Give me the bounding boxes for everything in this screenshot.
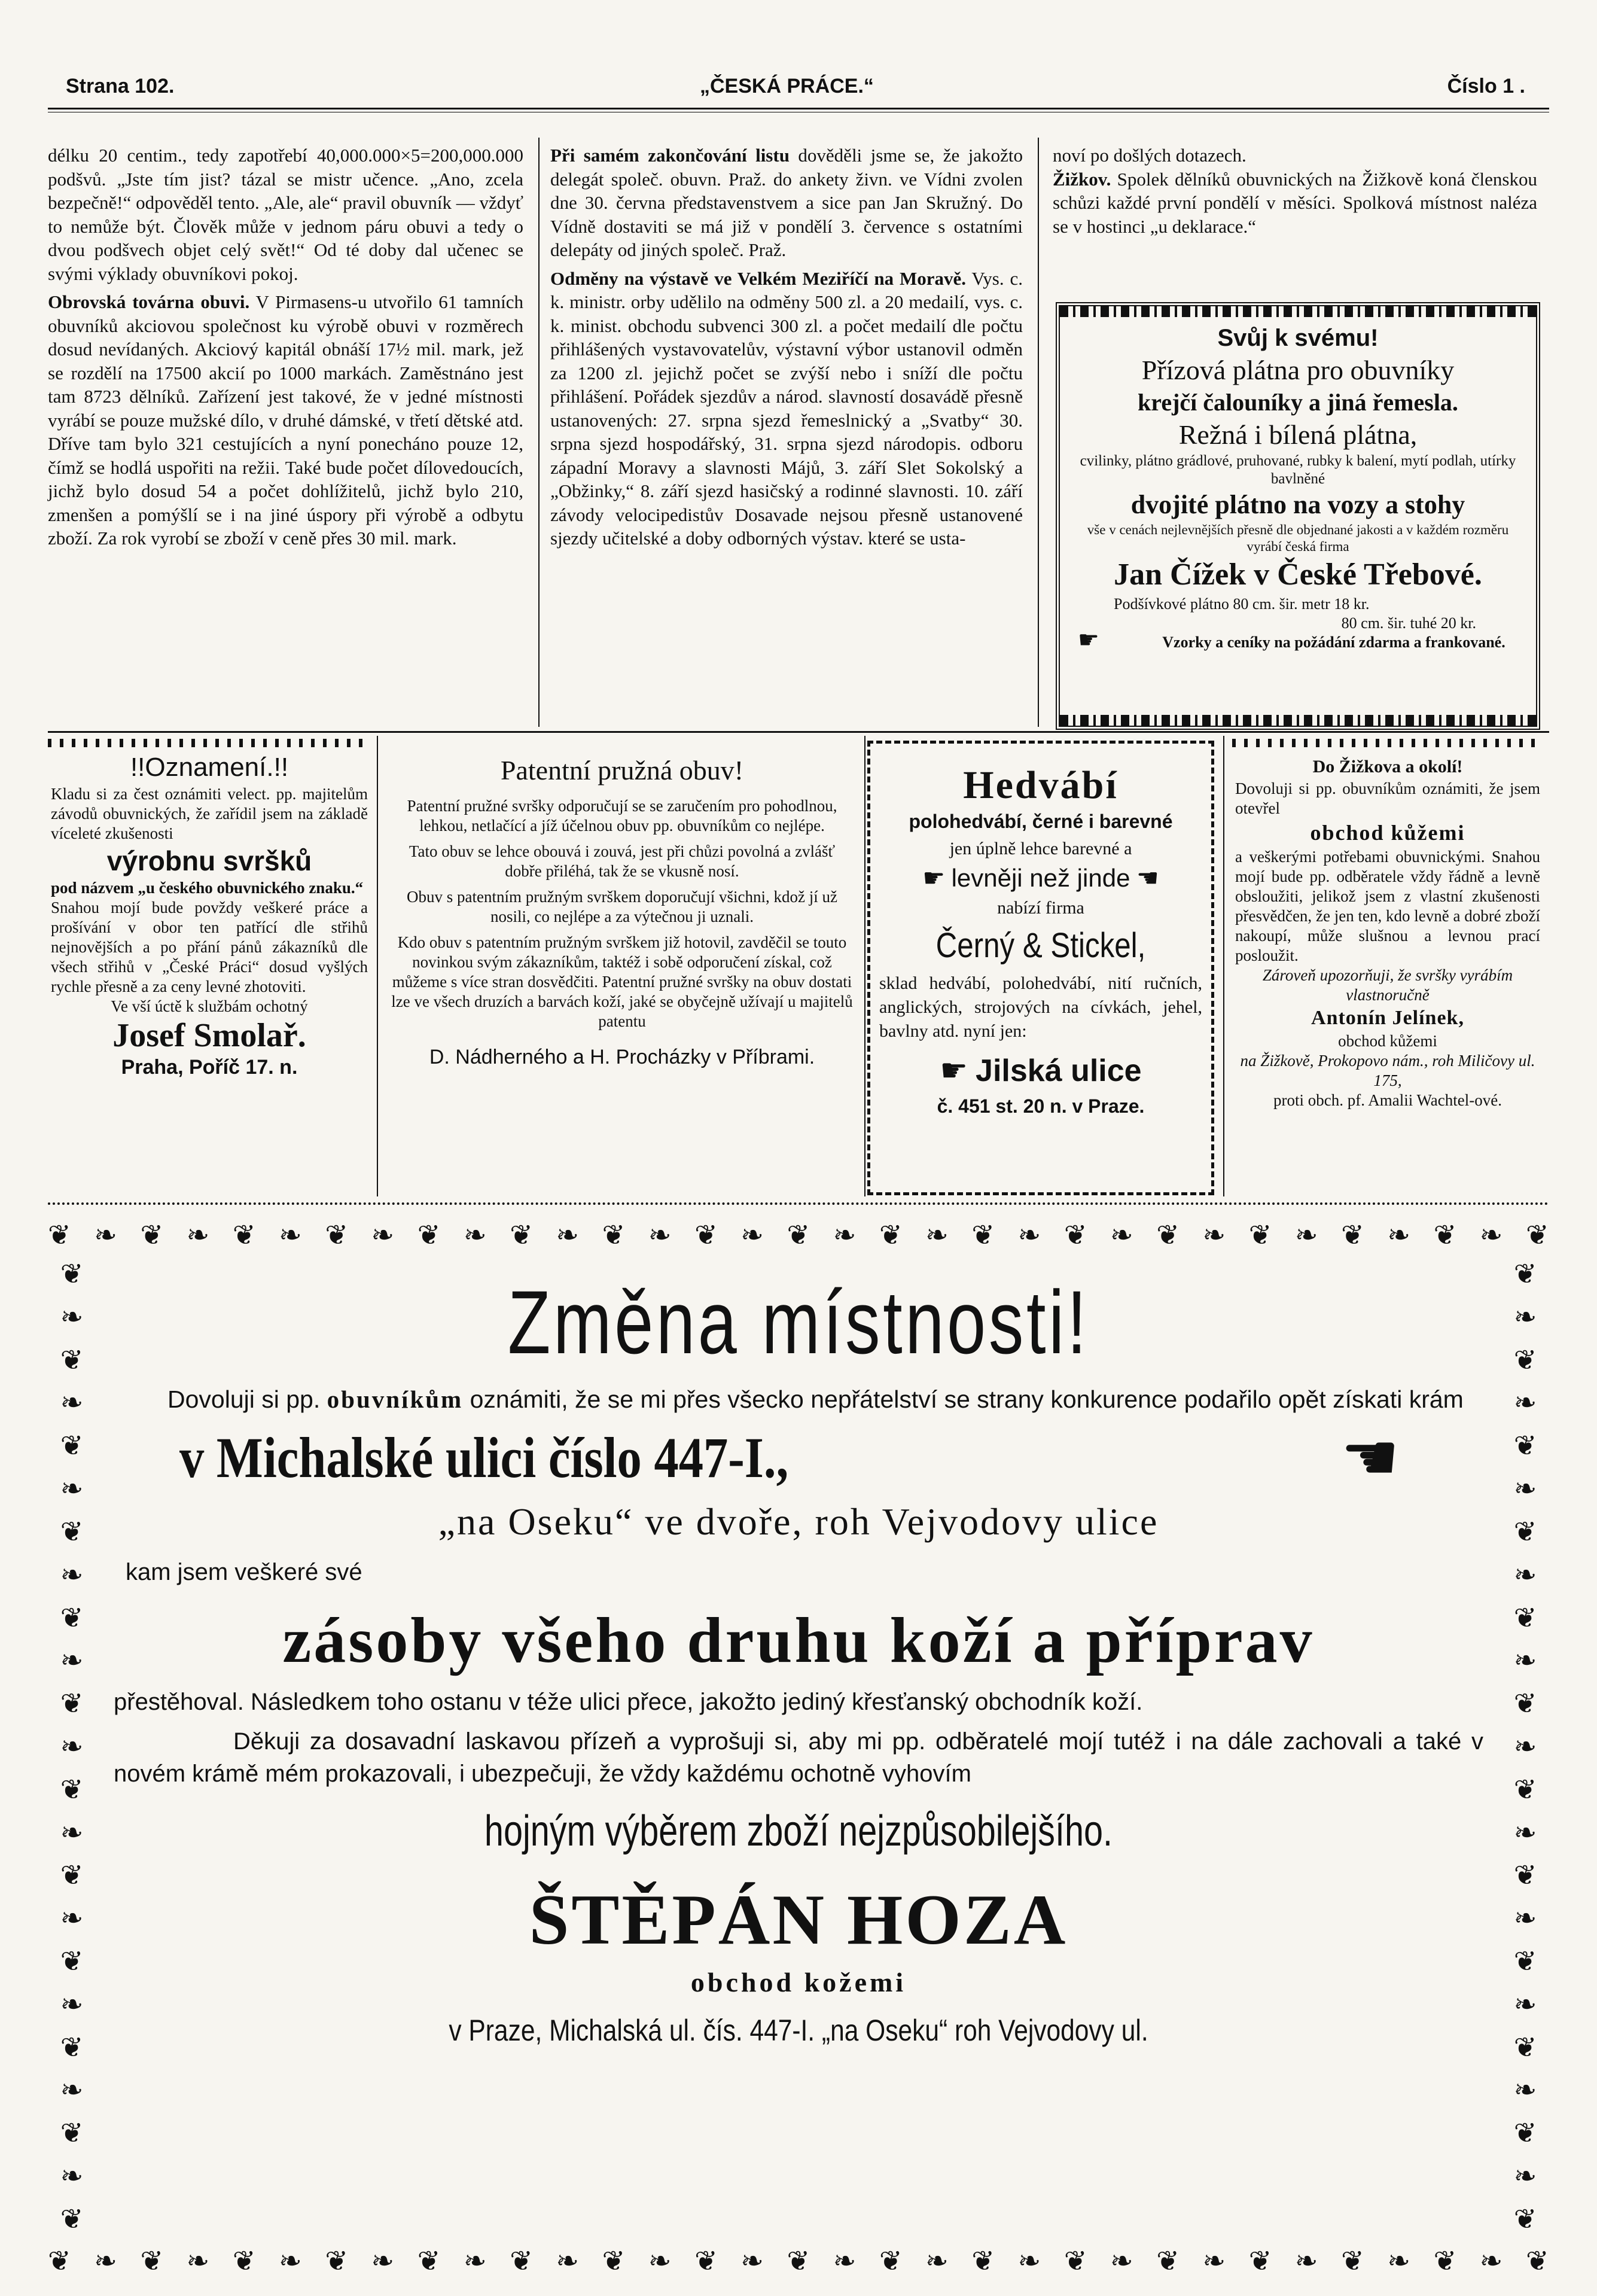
floral-ornament-icon: ❧ [1513,1903,1537,1934]
floral-ornament-icon: ❦ [60,1774,84,1805]
ad-hedvabi-line: polohedvábí, černé i barevné [909,811,1173,832]
headline-zizkov: Žižkov. [1053,168,1111,190]
floral-ornament-icon: ❧ [60,1903,84,1934]
ornament-border-bottom [48,2243,1549,2279]
ad-hoza [48,1202,1549,2285]
floral-ornament-icon: ❦ [971,2246,995,2276]
floral-ornament-icon: ❧ [463,1220,487,1250]
floral-ornament-icon: ❧ [279,1220,302,1250]
ad-cizek-line: dvojité plátno na vozy a stohy [1130,490,1465,519]
floral-ornament-icon: ❦ [1513,1860,1537,1891]
ad-hedvabi-street: Jilská ulice [976,1053,1142,1088]
floral-ornament-icon: ❦ [510,2246,533,2276]
ad-cizek-motto: Svůj k svému! [1217,325,1379,351]
ad-cizek-line: Režná i bílená plátna, [1178,419,1418,450]
floral-ornament-icon: ❧ [1202,1220,1226,1250]
floral-ornament-icon: ❦ [325,1220,348,1250]
ad-cizek-price: 80 cm. šir. tuhé 20 kr. [1341,614,1476,632]
column-divider [377,736,378,1196]
ad-cizek [1056,302,1540,730]
header-rule [48,108,1549,109]
floral-ornament-icon: ❦ [1156,2246,1180,2276]
floral-ornament-icon: ❦ [60,2118,84,2149]
floral-ornament-icon: ❧ [740,1220,764,1250]
ornament-border-right [1507,1256,1543,2237]
floral-ornament-icon: ❦ [60,1946,84,1977]
floral-ornament-icon: ❧ [1513,2161,1537,2192]
floral-ornament-icon: ❦ [60,1430,84,1461]
ad-hedvabi-address: č. 451 st. 20 n. v Praze. [937,1095,1145,1117]
floral-ornament-icon: ❦ [787,1220,810,1250]
floral-ornament-icon: ❧ [648,2246,672,2276]
ad-patent-signature: D. Nádherného a H. Procházky v Příbrami. [429,1046,815,1068]
ad-hoza-address: v Michalské ulici číslo 447-I., [179,1426,789,1490]
floral-ornament-icon: ❧ [1513,1473,1537,1505]
ad-cizek-samples: Vzorky a ceníky na požádání zdarma a frankované. [1162,634,1505,651]
floral-ornament-icon: ❦ [1513,2032,1537,2063]
ad-cizek-price: Podšívkové plátno 80 cm. šir. metr 18 kr. [1114,595,1370,613]
column-3 [1053,144,1537,238]
floral-ornament-icon: ❦ [417,1220,441,1250]
ornament-border-left [54,1256,90,2237]
floral-ornament-icon: ❧ [1017,1220,1041,1250]
floral-ornament-icon: ❧ [1202,2246,1226,2276]
ad-hoza-title: Změna místnosti! [507,1272,1090,1372]
ad-jelinek-text: na Žižkově, Prokopovo nám., roh Miličovy ul. 175, [1240,1052,1535,1089]
page-number: Strana 102. [66,75,175,98]
ad-hoza-text-bold: obuvníkům [327,1385,464,1413]
ad-patent-title: Patentní pružná obuv! [500,755,744,785]
floral-ornament-icon: ❦ [60,2032,84,2063]
ad-hedvabi [867,741,1214,1195]
floral-ornament-icon: ❦ [60,1516,84,1547]
floral-ornament-icon: ❧ [833,2246,857,2276]
ad-jelinek-text: obchod kůžemi [1338,1032,1437,1050]
floral-ornament-icon: ❦ [1341,2246,1364,2276]
ad-cizek-line: krejčí čalouníky a jiná řemesla. [1138,389,1458,416]
floral-ornament-icon: ❦ [60,1860,84,1891]
floral-ornament-icon: ❦ [1513,2118,1537,2149]
pointing-hand-icon: ☛ [940,1054,968,1088]
floral-ornament-icon: ❦ [510,1220,533,1250]
floral-ornament-icon: ❦ [1513,1344,1537,1375]
ad-hedvabi-line: sklad hedvábí, polohedvábí, nití ručních, anglických, strojových na cívkách, jehel, bavlny atd. nyní jen: [879,973,1202,1041]
floral-ornament-icon: ❦ [1526,2246,1549,2276]
floral-ornament-icon: ❦ [1513,1259,1537,1289]
floral-ornament-icon: ❧ [1479,2246,1503,2276]
floral-ornament-icon: ❧ [1294,1220,1318,1250]
floral-ornament-icon: ❧ [60,1559,84,1590]
ad-hedvabi-line: jen úplně lehce barevné a [949,839,1132,858]
ad-cizek-line: cvilinky, plátno grádlové, pruhované, rubky k balení, mytí podlah, utírky bavlněné [1080,453,1516,487]
ad-hoza-location: „na Oseku“ ve dvoře, roh Vejvodovy ulice [438,1500,1159,1543]
floral-ornament-icon: ❦ [1063,2246,1087,2276]
ad-jelinek-title: Do Žižkova a okolí! [1312,757,1463,777]
headline-shoe-factory: Obrovská továrna obuvi. [48,291,250,312]
ad-hedvabi-firm: Černý & Stickel, [935,926,1146,965]
ad-hoza-name: ŠTĚPÁN HOZA [529,1880,1068,1959]
ad-smolar-text: Kladu si za čest oznámiti velect. pp. majitelům závodů obuvnických, že zařídil jsem na základě víceleté zkušenosti [51,785,368,842]
column-1 [48,144,523,550]
floral-ornament-icon: ❧ [60,1989,84,2020]
ad-patent-text: Patentní pružné svršky odporučují se se zaručením pro pohodlnou, lehkou, netlačící a jíž účelnou obuv pp. obuvníkům co nejlépe. [407,797,837,835]
dotted-border [1232,739,1543,747]
ad-hoza-body [114,1268,1483,2054]
issue-number: Číslo 1 . [1447,75,1525,98]
floral-ornament-icon: ❧ [1110,2246,1133,2276]
floral-ornament-icon: ❧ [556,1220,579,1250]
floral-ornament-icon: ❦ [602,2246,626,2276]
floral-ornament-icon: ❧ [556,2246,579,2276]
floral-ornament-icon: ❦ [48,2246,71,2276]
floral-ornament-icon: ❧ [833,1220,857,1250]
floral-ornament-icon: ❧ [1387,2246,1410,2276]
floral-ornament-icon: ❦ [60,1688,84,1719]
floral-ornament-icon: ❦ [1513,1688,1537,1719]
floral-ornament-icon: ❦ [60,1602,84,1633]
floral-ornament-icon: ❧ [1110,1220,1133,1250]
floral-ornament-icon: ❧ [740,2246,764,2276]
ad-jelinek-text: proti obch. pf. Amalii Wachtel-ové. [1273,1091,1502,1109]
floral-ornament-icon: ❧ [1513,1387,1537,1418]
floral-ornament-icon: ❧ [1294,2246,1318,2276]
floral-ornament-icon: ❧ [1513,1645,1537,1676]
greek-key-border [1060,306,1536,317]
floral-ornament-icon: ❧ [60,1645,84,1676]
ad-hedvabi-line: nabízí firma [997,898,1084,918]
ad-smolar-text: pod názvem „u českého obuvnického znaku.“ [51,879,364,897]
floral-ornament-icon: ❦ [971,1220,995,1250]
floral-ornament-icon: ❦ [1526,1220,1549,1250]
floral-ornament-icon: ❧ [1513,1989,1537,2020]
ad-smolar-text: Snahou mojí bude povždy veškeré práce a prošívání v obor ten patřící dle střihů nejnovějších a po přání pánů zákazníků dle všech střihů v „České Práci“ dosud vyšlých rychle přesně a za ceny levné zhotoviti. [51,899,368,995]
ad-hedvabi-line: levněji než jinde [951,864,1130,892]
floral-ornament-icon: ❧ [1513,1731,1537,1762]
floral-ornament-icon: ❧ [60,2075,84,2106]
newspaper-title: „ČESKÁ PRÁCE.“ [700,75,874,98]
ad-jelinek-name: Antonín Jelínek, [1311,1007,1464,1029]
ad-cizek-line: vše v cenách nejlevnějších přesně dle objednané jakosti a v každém rozměru vyrábí česká firma [1087,522,1509,554]
floral-ornament-icon: ❧ [60,2161,84,2192]
ad-hoza-text: přestěhoval. Následkem toho ostanu v téže ulici přece, jakožto jediný křesťanský obchodník koží. [114,1689,1143,1715]
floral-ornament-icon: ❦ [1513,1430,1537,1461]
ad-hoza-footer-address: v Praze, Michalská ul. čís. 447-I. „na Oseku“ roh Vejvodovy ul. [449,2014,1148,2047]
column-divider [538,138,540,727]
floral-ornament-icon: ❧ [279,2246,302,2276]
floral-ornament-icon: ❧ [1017,2246,1041,2276]
floral-ornament-icon: ❦ [879,2246,903,2276]
ad-hoza-intro [114,1383,1483,1415]
ad-cizek-firm: Jan Čížek v České Třebové. [1114,558,1482,592]
floral-ornament-icon: ❦ [879,1220,903,1250]
floral-ornament-icon: ❦ [1341,1220,1364,1250]
floral-ornament-icon: ❦ [787,2246,810,2276]
ad-hoza-text: oznámiti, že se mi přes všecko nepřátelství se strany konkurence podařilo opět získati krám [470,1385,1464,1413]
floral-ornament-icon: ❦ [48,1220,71,1250]
column-2 [550,144,1023,550]
ad-jelinek-big: obchod kůžemi [1310,821,1465,845]
floral-ornament-icon: ❦ [325,2246,348,2276]
floral-ornament-icon: ❦ [232,2246,256,2276]
floral-ornament-icon: ❧ [60,1301,84,1332]
dotted-border [48,1202,1549,1205]
floral-ornament-icon: ❦ [1513,2203,1537,2234]
ad-smolar-name: Josef Smolař. [112,1017,306,1054]
ad-smolar-address: Praha, Poříč 17. n. [121,1056,298,1079]
floral-ornament-icon: ❦ [694,1220,718,1250]
ad-hoza-text: Děkuji za dosavadní laskavou přízeň a vyprošuji si, aby mi pp. odběratelé mojí tutéž i na dále zachovali a také v novém krámě mém prokazovali, i ubezpečuji, že vždy každému ochotně vyhovím [114,1728,1483,1787]
ad-patent [389,751,855,1070]
floral-ornament-icon: ❦ [1433,2246,1457,2276]
ad-hoza-text: kam jsem veškeré své [126,1559,362,1585]
floral-ornament-icon: ❧ [186,1220,210,1250]
pointing-hand-icon: ☛ [922,865,946,893]
floral-ornament-icon: ❧ [371,1220,395,1250]
column-divider [864,736,865,1196]
floral-ornament-icon: ❧ [648,1220,672,1250]
article-shoe-factory: V Pirmasens-u utvořilo 61 tamních obuvníků akciovou společnost ku výrobě obuvi v rozměrech dosud nevídaných. Akciový kapitál obnáší 17½ mil. mark, jež se rozdělí na 17500 akcií po 1000 markách. Zaměstnáno jest tam 8723 dělníků. Zařízení jest takové, že v jedné místnosti vyrábí se pouze mužské dílo, v druhé dámské, v třetí dětské atd. Dříve tam bylo 321 cestujících a nyní ponecháno pouze 12, čímž se hodlá uspořiti na režii. Také bude počet dílovedoucích, jichž bylo dosud 54 a počet dohlížitelů, jichž bylo 210, zmenšen a pomýšlí se i na jiné úspory při výrobě a odbytu zboží. Za rok vyrobí se zboží v ceně přes 30 mil. mark. [48,291,523,549]
floral-ornament-icon: ❦ [1156,1220,1180,1250]
ad-hoza-subtitle: obchod kožemi [690,1967,907,1997]
floral-ornament-icon: ❦ [140,2246,163,2276]
ad-patent-text: Obuv s patentním pružným svrškem doporučují všichni, kdož jí už nosili, co nejlépe a za výtečnou ji uznali. [407,888,837,925]
floral-ornament-icon: ❦ [60,1259,84,1289]
article-zizkov: Spolek dělníků obuvnických na Žižkově koná členskou schůzi každé první pondělí v měsíci. Spolková místnost naléza se v hostinci „u deklarace.“ [1053,168,1537,237]
floral-ornament-icon: ❦ [60,1344,84,1375]
ad-hoza-slogan: hojným výběrem zboží nejzpůsobilejšího. [484,1807,1113,1855]
floral-ornament-icon: ❧ [60,1473,84,1505]
headline-delegate: Při samém zakončování listu [550,145,790,166]
article-exhibition: Vys. c. k. ministr. orby udělilo na odměny 500 zl. a 20 medailí, vys. c. k. minist. obchodu subvenci 300 zl. a počet medailí dle počtu přihlášených vystavovatelův, výstavní výbor ustanovil odměn za 1200 zl. jejichž počet se zvýší nebo i sníží dle počtu přihlášení. Pořádek sjezdův a národ. slavností dosavádě přesně ustanovených: 27. srpna sjezd řemeslnický a „Svatby“ 30. srpna sjezd hospodářský, 31. srpna sjezd národopis. odboru západní Moravy a slavnosti Májů, 3. září Slet Sokolský a „Obžinky,“ 8. září sjezd hasičský a rodinné slavnosti. 10. září závody velocipedistův Dosavade nejsou přesně ustanovené sjezdy učitelské a doby odborných výstav. které se usta- [550,267,1023,549]
floral-ornament-icon: ❦ [232,1220,256,1250]
ad-smolar-title: !!Oznamení.!! [130,753,289,782]
ad-jelinek-text: Dovoluji si pp. obuvníkům oznámiti, že jsem otevřel [1235,779,1540,817]
article-continuation: noví po došlých dotazech. [1053,145,1246,166]
headline-exhibition: Odměny na výstavě ve Velkém Meziříčí na Moravě. [550,267,967,289]
column-divider [1223,736,1224,1196]
floral-ornament-icon: ❦ [60,2203,84,2234]
section-rule [48,731,1549,733]
ad-smolar [51,751,368,1080]
ad-jelinek-text: Zároveň upozorňuji, že svršky vyrábím vlastnoručně [1262,966,1513,1004]
floral-ornament-icon: ❦ [602,1220,626,1250]
floral-ornament-icon: ❧ [463,2246,487,2276]
page-header [66,75,1525,111]
floral-ornament-icon: ❧ [94,2246,117,2276]
floral-ornament-icon: ❧ [1513,1817,1537,1848]
ad-hedvabi-title: Hedvábí [963,763,1118,807]
ad-smolar-big: výrobnu svršků [106,845,312,876]
column-divider [1038,138,1039,727]
floral-ornament-icon: ❧ [186,2246,210,2276]
floral-ornament-icon: ❦ [1248,1220,1272,1250]
pointing-hand-icon: ☚ [1340,1421,1400,1494]
floral-ornament-icon: ❧ [1513,2075,1537,2106]
floral-ornament-icon: ❦ [1513,1774,1537,1805]
floral-ornament-icon: ❦ [417,2246,441,2276]
floral-ornament-icon: ❦ [140,1220,163,1250]
floral-ornament-icon: ❧ [925,2246,949,2276]
floral-ornament-icon: ❧ [60,1817,84,1848]
ad-hoza-text: Dovoluji si pp. [167,1385,321,1413]
ad-patent-text: Kdo obuv s patentním pružným svrškem již hotovil, zavděčil se touto novinkou svým zákazníkům, taktéž i sobě odporučení získal, což můžeme s více stran dosvědčiti. Patentní pružné svršky na obuv dostati lze ve všech druzích a barvách koží, jaké se obyčejně užívají u majitelů patentu [391,933,853,1030]
floral-ornament-icon: ❦ [1513,1946,1537,1977]
ad-jelinek [1235,755,1540,1110]
floral-ornament-icon: ❧ [60,1731,84,1762]
floral-ornament-icon: ❧ [371,2246,395,2276]
floral-ornament-icon: ❦ [1513,1516,1537,1547]
ad-patent-text: Tato obuv se lehce obouvá i zouvá, jest při chůzi povolná a zvlášť dobře přiléhá, tak že se vkusně nosí. [409,842,836,880]
article-delegate: dověděli jsme se, že jakožto delegát společ. obuvn. Praž. do ankety živn. ve Vídni zvolen dne 30. června představenstvem a sice pan Jan Skružný. Do Vídně dostaviti se má již v pondělí 3. července s ostatními delepáty od jiných společ. Praž. [550,145,1023,260]
floral-ornament-icon: ❧ [925,1220,949,1250]
floral-ornament-icon: ❧ [94,1220,117,1250]
pointing-hand-icon: ☚ [1136,865,1159,893]
floral-ornament-icon: ❧ [1479,1220,1503,1250]
floral-ornament-icon: ❧ [1513,1559,1537,1590]
ad-cizek-line: Přízová plátna pro obuvníky [1141,355,1455,385]
dotted-border [48,739,371,747]
floral-ornament-icon: ❦ [1248,2246,1272,2276]
pointing-hand-icon: ☛ [1078,626,1099,653]
floral-ornament-icon: ❦ [1063,1220,1087,1250]
ad-hoza-big: zásoby všeho druhu koží a příprav [282,1605,1315,1676]
ad-smolar-text: Ve vší úctě k službám ochotný [111,997,308,1015]
greek-key-border [1060,715,1536,726]
floral-ornament-icon: ❧ [1513,1301,1537,1332]
ad-jelinek-text: a veškerými potřebami obuvnickými. Snahou mojí bude pp. odběratele vždy řádně a levně obsloužiti, jelikož jsem z vlastní zkušenosti přesvědčen, že jen ten, kdo levně a dobré zboží nakoupí, může slušnou a levnou prací posloužit. [1235,848,1540,964]
ornament-border-top [48,1217,1549,1253]
article-shoe-calc: délku 20 centim., tedy zapotřebí 40,000.000×5=200,000.000 podšvů. „Jste tím jist? tázal se mistr učence. „Ano, zcela bezpečně!“ odpověděl tento. „Ale, ale“ pravil obuvník — vždyť to nemůže být. Člověk může v jednom páru obuvi a tedy o dvou podšvech objet celý svět!“ Od té doby dal učenec se svými výklady obuvníkovi pokoj. [48,145,523,284]
floral-ornament-icon: ❧ [1387,1220,1410,1250]
floral-ornament-icon: ❧ [60,1387,84,1418]
floral-ornament-icon: ❦ [1433,1220,1457,1250]
floral-ornament-icon: ❦ [694,2246,718,2276]
floral-ornament-icon: ❦ [1513,1602,1537,1633]
